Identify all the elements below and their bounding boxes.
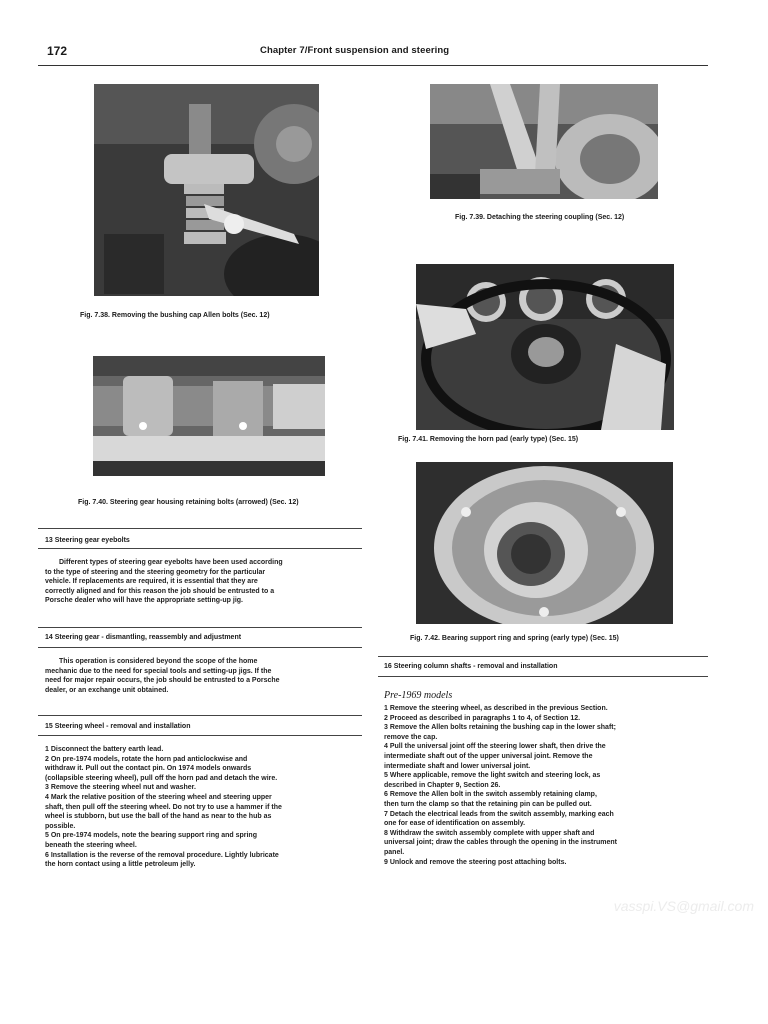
text-line: the horn contact using a little petroleum jelly. bbox=[45, 861, 196, 869]
text-line: to the type of steering and the steering geometry for the particular bbox=[45, 568, 266, 576]
text-line: 4 Pull the universal joint off the steering lower shaft, then drive the bbox=[384, 743, 606, 751]
section-15-heading: 15 Steering wheel - removal and installation bbox=[45, 723, 191, 730]
section-14-heading: 14 Steering gear - dismantling, reassembly and adjustment bbox=[45, 634, 242, 641]
section-13-rule-top bbox=[38, 528, 362, 529]
text-line: intermediate shaft out of the upper universal joint. Remove the bbox=[384, 752, 593, 760]
text-line: mechanic due to the need for special tools and setting-up jigs. If the bbox=[45, 667, 272, 675]
text-line: 7 Detach the electrical leads from the switch assembly, marking each bbox=[384, 810, 614, 818]
section-16-heading: 16 Steering column shafts - removal and installation bbox=[384, 663, 558, 670]
fig-7-38-photo bbox=[94, 84, 319, 296]
text-line: 6 Remove the Allen bolt in the switch assembly retaining clamp, bbox=[384, 791, 597, 799]
fig-7-41-photo bbox=[416, 264, 674, 430]
text-line: vehicle. If replacements are required, it is essential that they are bbox=[45, 578, 258, 586]
text-line: Porsche dealer who will have the appropriate setting-up jig. bbox=[45, 597, 243, 605]
text-line: 2 On pre-1974 models, rotate the horn pad anticlockwise and bbox=[45, 755, 248, 763]
text-line: 4 Mark the relative position of the steering wheel and steering upper bbox=[45, 793, 272, 801]
section-15-body bbox=[45, 745, 365, 870]
text-line: beneath the steering wheel. bbox=[45, 841, 137, 849]
text-line: This operation is considered beyond the scope of the home bbox=[59, 658, 258, 665]
fig-7-39-photo bbox=[430, 84, 658, 199]
fig-7-40-photo bbox=[93, 356, 325, 476]
section-13-heading: 13 Steering gear eyebolts bbox=[45, 537, 130, 544]
text-line: 3 Remove the steering wheel nut and washer. bbox=[45, 784, 196, 792]
text-line: universal joint; draw the cables through the opening in the instrument bbox=[384, 839, 617, 847]
text-line: possible. bbox=[45, 822, 76, 830]
section-15-rule-bottom bbox=[38, 735, 362, 736]
text-line: one for ease of identification on assembly. bbox=[384, 820, 526, 828]
header-rule bbox=[38, 65, 708, 66]
text-line: 5 On pre-1974 models, note the bearing support ring and spring bbox=[45, 832, 257, 840]
text-line: 6 Installation is the reverse of the removal procedure. Lightly lubricate bbox=[45, 851, 279, 859]
section-16-body bbox=[384, 704, 709, 867]
section-14-rule-bottom bbox=[38, 647, 362, 648]
fig-7-42-caption: Fig. 7.42. Bearing support ring and spring (early type) (Sec. 15) bbox=[410, 635, 619, 642]
watermark: vasspi.VS@gmail.com bbox=[613, 898, 754, 914]
section-15-rule-top bbox=[38, 715, 362, 716]
text-line: wheel is stubborn, but use the ball of the hand as near to the hub as bbox=[45, 813, 272, 821]
text-line: need for major repair occurs, the job should be entrusted to a Porsche bbox=[45, 677, 280, 685]
fig-7-40-caption: Fig. 7.40. Steering gear housing retaining bolts (arrowed) (Sec. 12) bbox=[78, 499, 299, 506]
section-13-rule-bottom bbox=[38, 548, 362, 549]
text-line: correctly aligned and for this reason the job should be entrusted to a bbox=[45, 587, 275, 595]
text-line: described in Chapter 9, Section 26. bbox=[384, 781, 501, 789]
text-line: 5 Where applicable, remove the light switch and steering lock, as bbox=[384, 772, 601, 780]
text-line: panel. bbox=[384, 848, 405, 856]
fig-7-38-caption: Fig. 7.38. Removing the bushing cap Allen bolts (Sec. 12) bbox=[80, 312, 270, 319]
text-line: intermediate shaft and lower universal joint. bbox=[384, 762, 531, 770]
text-line: (collapsible steering wheel), pull off the horn pad and detach the wire. bbox=[45, 774, 278, 782]
text-line: 1 Remove the steering wheel, as described in the previous Section. bbox=[384, 705, 608, 712]
text-line: 1 Disconnect the battery earth lead. bbox=[45, 746, 164, 753]
text-line: withdraw it. Pull out the contact pin. On 1974 models onwards bbox=[45, 765, 252, 773]
text-line: 2 Proceed as described in paragraphs 1 to 4, of Section 12. bbox=[384, 714, 581, 722]
text-line: 3 Remove the Allen bolts retaining the bushing cap in the lower shaft; bbox=[384, 724, 616, 732]
section-16-subheading: Pre-1969 models bbox=[384, 690, 453, 701]
text-line: Different types of steering gear eyebolts have been used according bbox=[59, 559, 283, 566]
section-14-body bbox=[45, 657, 365, 695]
text-line: dealer, or an exchange unit obtained. bbox=[45, 686, 169, 694]
section-14-rule-top bbox=[38, 627, 362, 628]
fig-7-39-caption: Fig. 7.39. Detaching the steering coupling (Sec. 12) bbox=[455, 214, 625, 221]
text-line: remove the cap. bbox=[384, 733, 438, 741]
fig-7-42-photo bbox=[416, 462, 673, 624]
chapter-title: Chapter 7/Front suspension and steering bbox=[260, 45, 450, 56]
text-line: 9 Unlock and remove the steering post attaching bolts. bbox=[384, 858, 567, 866]
text-line: then turn the clamp so that the retaining pin can be pulled out. bbox=[384, 800, 592, 808]
text-line: shaft, then pull off the steering wheel. Do not try to use a hammer if the bbox=[45, 803, 282, 811]
section-13-body bbox=[45, 558, 365, 606]
section-16-rule-bottom bbox=[378, 676, 708, 677]
text-line: 8 Withdraw the switch assembly complete with upper shaft and bbox=[384, 829, 595, 837]
section-16-rule-top bbox=[378, 656, 708, 657]
fig-7-41-caption: Fig. 7.41. Removing the horn pad (early type) (Sec. 15) bbox=[398, 436, 579, 443]
page-number: 172 bbox=[47, 44, 68, 58]
